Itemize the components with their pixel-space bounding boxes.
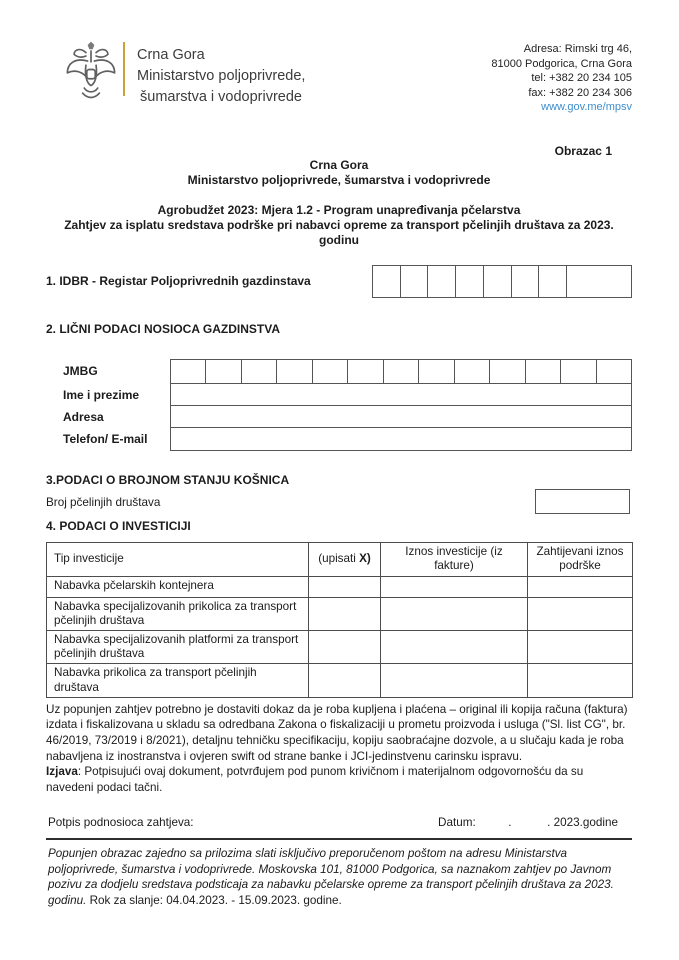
logo-divider [123,42,125,96]
hives-heading: 3.PODACI O BROJNOM STANJU KOŠNICA [46,472,290,487]
logo-ministry-line1: Ministarstvo poljoprivrede, [137,68,306,84]
investment-type: Nabavka prikolica za transport pčelinjih društava [47,664,309,697]
jmbg-label: JMBG [63,364,98,378]
table-row [47,576,633,597]
jmbg-cell[interactable] [171,360,206,383]
address-row [46,406,632,428]
deadline-text: Rok za slanje: 04.04.2023. - 15.09.2023. godine. [86,894,342,908]
investment-heading: 4. PODACI O INVESTICIJI [46,518,191,533]
website-link[interactable]: www.gov.me/mpsv [541,101,632,113]
title-country: Crna Gora [309,157,369,172]
table-row [47,630,633,663]
mailing-instructions [46,846,632,908]
hives-count-label: Broj pčelinjih društava [46,495,161,509]
name-field[interactable] [170,383,632,406]
invoice-amount-cell[interactable] [381,664,528,697]
title-subtitle: Zahtjev za isplatu sredstava podrške pri nabavci opreme za transport pčelinjih društava za 2023. godinu [64,217,614,247]
mailing-instructions-italic: Popunjen obrazac zajedno sa prilozima slati isključivo preporučenom poštom na adresu Ministarstva poljoprivrede, šumarstva i vodoprivrede. Moskovska 101, 81000 Podgorica, sa naznakom zahtjev po Javnom pozivu za dodjelu sredstava podsticaja za nabavku pčelarske opreme za transport pčelinjih društava za 2023. godinu. [48,847,614,908]
invoice-amount-cell[interactable] [381,576,528,597]
jmbg-cell[interactable] [490,360,525,383]
letterhead [46,40,632,115]
investment-header-row [47,542,633,576]
declaration-text: : Potpisujući ovaj dokument, potvrđujem pod punom krivičnom i materijalnom odgovornošću da su navedeni podaci tačni. [46,765,584,794]
jmbg-cell[interactable] [313,360,348,383]
phone-row [46,428,632,451]
invoice-amount-cell[interactable] [381,630,528,663]
jmbg-cell[interactable] [348,360,383,383]
requested-amount-cell[interactable] [528,576,633,597]
evidence-paragraph: Uz popunjen zahtjev potrebno je dostaviti dokaz da je roba kupljena i plaćena – original ili kopija računa (faktura) izdata i fiskalizovana u skladu sa odredbana Zakona o fiskalizaciji u prometu proizvoda i usluga ("Sl. list CG", br. 46/2019, 73/2019 i 8/2021), detaljnu tehničku specifikaciju, kopiju saobraćajne dozvole, a u slučaju kada je roba nabavljena iz inostranstva i ovjeren swift od strane banke i JCI-jedinstvenu carinsku ispravu. [46,702,628,763]
form-code: Obrazac 1 [554,143,612,158]
idbr-cell[interactable] [373,266,401,297]
investment-type: Nabavka specijalizovanih platformi za transport pčelinjih društava [47,630,309,663]
jmbg-cell[interactable] [419,360,454,383]
jmbg-cell[interactable] [455,360,490,383]
logo-country: Crna Gora [137,47,205,63]
mark-cell[interactable] [309,597,381,630]
jmbg-cell[interactable] [206,360,241,383]
signature-label: Potpis podnosioca zahtjeva: [48,816,194,830]
col-tip-investicije: Tip investicije [47,542,309,576]
idbr-cell[interactable] [484,266,512,297]
section-idbr [46,265,632,298]
idbr-cell[interactable] [456,266,484,297]
requested-amount-cell[interactable] [528,597,633,630]
idbr-cell[interactable] [567,266,631,297]
contact-fax: fax: +382 20 234 306 [528,86,632,99]
jmbg-input-boxes [170,359,632,384]
coat-of-arms-icon [64,40,118,99]
date-line: Datum: . . 2023.godine [438,816,618,830]
personal-table [46,359,632,451]
table-row [47,664,633,697]
table-row [47,597,633,630]
investment-type: Nabavka pčelarskih kontejnera [47,576,309,597]
title-ministry: Ministarstvo poljoprivrede, šumarstva i vodoprivrede [187,172,491,187]
contact-address-line1: Adresa: Rimski trg 46, [523,43,632,55]
jmbg-cell[interactable] [384,360,419,383]
jmbg-cell[interactable] [242,360,277,383]
idbr-input-boxes [372,265,632,298]
address-label: Adresa [63,409,104,424]
phone-email-field[interactable] [170,427,632,451]
requested-amount-cell[interactable] [528,664,633,697]
ministry-logo [64,40,305,108]
contact-tel: tel: +382 20 234 105 [531,72,632,84]
col-upisati-x: (upisati X) [309,542,381,576]
phone-label: Telefon/ E-mail [63,432,148,446]
jmbg-cell[interactable] [526,360,561,383]
signature-row [46,816,632,829]
logo-ministry-line2: šumarstva i vodoprivrede [140,89,302,105]
hives-count-field[interactable] [535,489,630,514]
title-program: Agrobudžet 2023: Mjera 1.2 - Program unapređivanja pčelarstva [157,202,521,217]
investment-type: Nabavka specijalizovanih prikolica za transport pčelinjih društava [47,597,309,630]
invoice-amount-cell[interactable] [381,597,528,630]
jmbg-cell[interactable] [597,360,631,383]
declaration [46,764,632,795]
col-zahtijevani-iznos: Zahtijevani iznos podrške [528,542,633,576]
col-iznos-investicije: Iznos investicije (iz fakture) [381,542,528,576]
idbr-cell[interactable] [512,266,540,297]
idbr-cell[interactable] [539,266,567,297]
declaration-label: Izjava [46,765,78,779]
contact-address-line2: 81000 Podgorica, Crna Gora [491,57,632,70]
hives-row [46,489,632,514]
mark-cell[interactable] [309,630,381,663]
investment-table [46,542,633,698]
jmbg-cell[interactable] [561,360,596,383]
logo-text [137,40,305,108]
contact-block [491,40,632,115]
footer-divider [46,838,632,840]
personal-heading: 2. LIČNI PODACI NOSIOCA GAZDINSTVA [46,321,281,336]
jmbg-row [46,359,632,384]
jmbg-cell[interactable] [277,360,312,383]
mark-cell[interactable] [309,664,381,697]
notes-block [46,702,632,796]
idbr-heading: 1. IDBR - Registar Poljoprivrednih gazdinstava [46,274,311,288]
name-row [46,384,632,406]
mark-cell[interactable] [309,576,381,597]
address-field[interactable] [170,405,632,428]
requested-amount-cell[interactable] [528,630,633,663]
idbr-cell[interactable] [401,266,429,297]
name-label: Ime i prezime [63,387,140,402]
idbr-cell[interactable] [428,266,456,297]
